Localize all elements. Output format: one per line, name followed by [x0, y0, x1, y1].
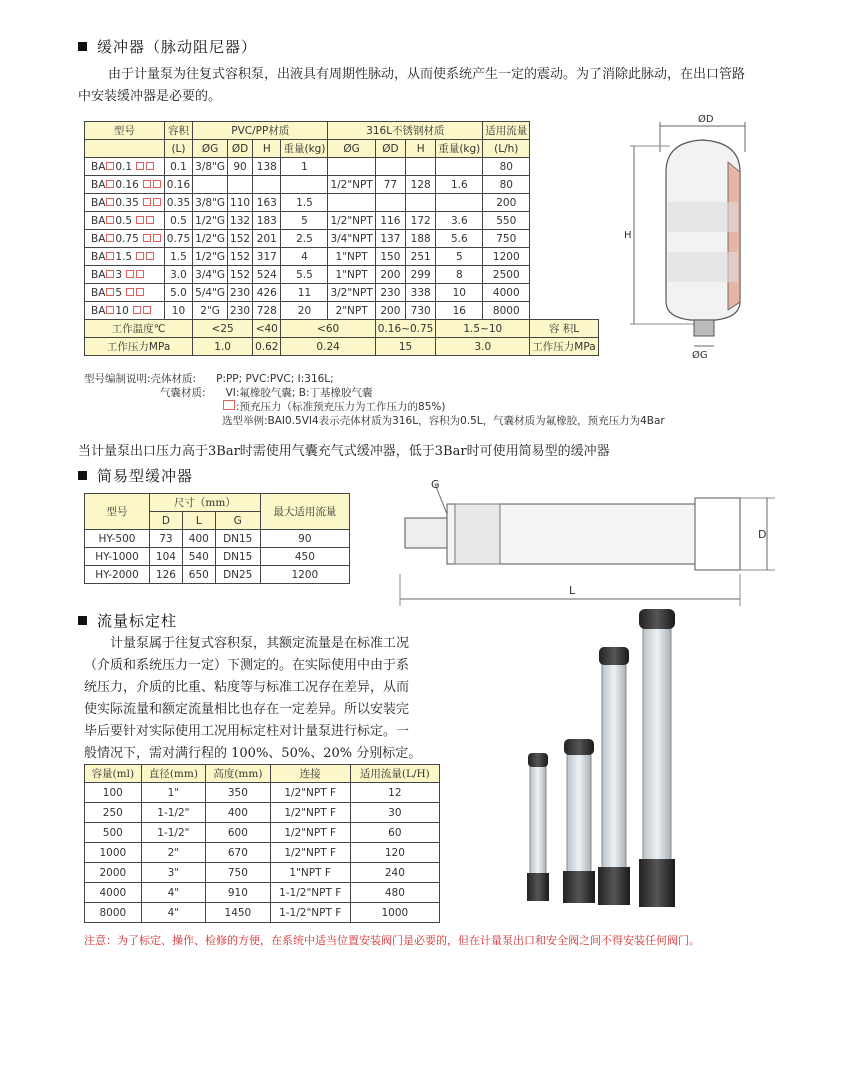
material-box-icon — [106, 252, 114, 260]
sub-header: D — [150, 512, 183, 530]
section-title-simple-buffer: 简易型缓冲器 — [78, 465, 193, 486]
material-box-icon — [106, 216, 114, 224]
table-row — [85, 883, 440, 903]
bullet-square-icon — [78, 471, 87, 480]
table-row — [85, 176, 599, 194]
table-cell — [406, 194, 436, 212]
bladder-box-icon — [126, 270, 134, 278]
table-cell: DN15 — [215, 530, 260, 548]
bladder-box-icon — [126, 288, 134, 296]
table-cell: 12 — [350, 783, 439, 803]
table-cell: 400 — [182, 530, 215, 548]
table-row — [85, 843, 440, 863]
model-size: 0.35 — [115, 196, 139, 209]
table-cell: 4000 — [85, 883, 142, 903]
model-cell — [85, 176, 165, 194]
table-cell: 500 — [85, 823, 142, 843]
table-cell: 1/2"NPT F — [270, 843, 350, 863]
table-cell: 750 — [206, 863, 271, 883]
table-cell: HY-2000 — [85, 566, 150, 584]
material-box-icon — [106, 306, 114, 314]
table-cell: 5.0 — [164, 284, 192, 302]
material-box-icon — [106, 234, 114, 242]
material-box-icon — [106, 288, 114, 296]
table-cell: 450 — [260, 548, 349, 566]
table-cell: 0.1 — [164, 158, 192, 176]
table-cell: 1200 — [483, 248, 530, 266]
simple-buffer-table — [84, 493, 350, 584]
table-cell: 116 — [375, 212, 405, 230]
bladder-box-icon — [136, 216, 144, 224]
table-cell: DN15 — [215, 548, 260, 566]
model-prefix: BA — [91, 304, 106, 317]
table-cell: 5 — [436, 248, 483, 266]
model-size: 0.16 — [115, 178, 139, 191]
note-example: 选型举例:BAI0.5VI4表示壳体材质为316L，容积为0.5L，气囊材质为氟橡胶，预充压力为4Bar — [222, 415, 665, 427]
table-cell: 2"G — [193, 302, 228, 320]
press-value: 3.0 — [436, 338, 530, 356]
table-row — [85, 248, 599, 266]
table-row — [85, 212, 599, 230]
table-cell: 1000 — [350, 903, 439, 923]
table-cell: 0.35 — [164, 194, 192, 212]
table-cell: 80 — [483, 176, 530, 194]
table-cell: 8 — [436, 266, 483, 284]
model-size: 0.1 — [115, 160, 133, 173]
col-header: 直径(mm) — [141, 765, 206, 783]
material-box-icon — [106, 162, 114, 170]
press-value: 0.24 — [281, 338, 375, 356]
table-cell — [328, 194, 375, 212]
table-cell: 1/2"NPT F — [270, 823, 350, 843]
table-cell: 2" — [141, 843, 206, 863]
model-prefix: BA — [91, 286, 106, 299]
material-box-icon — [106, 270, 114, 278]
table-cell: 100 — [85, 783, 142, 803]
sub-header: L — [182, 512, 215, 530]
sub-header: ØD — [375, 140, 405, 158]
table-cell: 3" — [141, 863, 206, 883]
table-cell: 1/2"G — [193, 248, 228, 266]
table-cell: 138 — [253, 158, 281, 176]
table-cell: 104 — [150, 548, 183, 566]
table-cell — [436, 194, 483, 212]
bladder-box-icon — [143, 234, 151, 242]
sub-header: ØG — [193, 140, 228, 158]
model-prefix: BA — [91, 196, 106, 209]
table-cell: 90 — [260, 530, 349, 548]
table-cell: 20 — [281, 302, 328, 320]
material-box-icon — [106, 198, 114, 206]
dim-G-label: ØG — [692, 350, 708, 361]
temp-value: <40 — [253, 320, 281, 338]
precharge-box-icon — [223, 400, 235, 410]
table-cell: 10 — [164, 302, 192, 320]
table-cell: 0.16 — [164, 176, 192, 194]
bladder-box-icon — [136, 252, 144, 260]
model-prefix: BA — [91, 268, 106, 281]
col-model-header: 型号 — [85, 122, 165, 140]
table-row — [85, 823, 440, 843]
table-cell: 1450 — [206, 903, 271, 923]
table-cell: 650 — [182, 566, 215, 584]
table-cell: 1"NPT — [328, 248, 375, 266]
table-row — [85, 863, 440, 883]
table-cell: 600 — [206, 823, 271, 843]
table-cell: 80 — [483, 158, 530, 176]
table-cell: 728 — [253, 302, 281, 320]
table-cell: 540 — [182, 548, 215, 566]
table-cell: 77 — [375, 176, 405, 194]
table-cell: 480 — [350, 883, 439, 903]
model-prefix: BA — [91, 232, 106, 245]
table-cell — [193, 176, 228, 194]
table-cell: 251 — [406, 248, 436, 266]
table-row — [85, 266, 599, 284]
dim-D-label: D — [758, 528, 767, 541]
table-cell: 110 — [228, 194, 253, 212]
table-cell: 1" — [141, 783, 206, 803]
table-row — [85, 194, 599, 212]
table-row — [85, 903, 440, 923]
table-cell: 4000 — [483, 284, 530, 302]
col-flow-header: 最大适用流量 — [260, 494, 349, 530]
sub-header: H — [253, 140, 281, 158]
table-row — [85, 284, 599, 302]
temp-right-label: 容 积L — [530, 320, 598, 338]
table-cell: 1-1/2"NPT F — [270, 903, 350, 923]
table-cell: 240 — [350, 863, 439, 883]
sub-header-flow-unit: (L/h) — [483, 140, 530, 158]
table-cell: 60 — [350, 823, 439, 843]
sub-header: G — [215, 512, 260, 530]
table-cell: 128 — [406, 176, 436, 194]
table-row — [85, 230, 599, 248]
sub-header: 重量(kg) — [436, 140, 483, 158]
table-cell: 230 — [228, 302, 253, 320]
table-cell: 200 — [375, 266, 405, 284]
temp-value: <25 — [193, 320, 253, 338]
table-cell: 2500 — [483, 266, 530, 284]
temp-label: 工作温度℃ — [85, 320, 193, 338]
table-cell: 730 — [406, 302, 436, 320]
model-cell — [85, 248, 165, 266]
table-cell: 3/4"G — [193, 266, 228, 284]
dim-G-label: G — [431, 478, 440, 491]
table-cell: 317 — [253, 248, 281, 266]
table-cell: 550 — [483, 212, 530, 230]
col-header: 容量(ml) — [85, 765, 142, 783]
model-cell — [85, 266, 165, 284]
precharge-box-icon — [146, 162, 154, 170]
model-prefix: BA — [91, 250, 106, 263]
dim-H-label: H — [624, 230, 632, 241]
col-header: 高度(mm) — [206, 765, 271, 783]
table-cell: 4" — [141, 903, 206, 923]
table-cell: 1.6 — [436, 176, 483, 194]
table-cell: 670 — [206, 843, 271, 863]
calibration-column-table — [84, 764, 440, 923]
model-size: 1.5 — [115, 250, 133, 263]
model-cell — [85, 284, 165, 302]
note-value: VI:氟橡胶气囊; B:丁基橡胶气囊 — [225, 387, 373, 399]
table-cell: 137 — [375, 230, 405, 248]
col-volume-header: 容积 — [164, 122, 192, 140]
table-cell: 152 — [228, 266, 253, 284]
table-cell: 350 — [206, 783, 271, 803]
buffer-spec-table — [84, 121, 599, 356]
table-cell — [228, 176, 253, 194]
table-cell: 172 — [406, 212, 436, 230]
note-label: 型号编制说明:壳体材质: — [84, 373, 197, 385]
table-cell: 3.0 — [164, 266, 192, 284]
col-header: 连接 — [270, 765, 350, 783]
model-cell — [85, 194, 165, 212]
table-cell: 2000 — [85, 863, 142, 883]
table-cell: 3/4"NPT — [328, 230, 375, 248]
table-cell: 2"NPT — [328, 302, 375, 320]
model-size: 0.75 — [115, 232, 139, 245]
table-cell: 90 — [228, 158, 253, 176]
col-ss-header: 316L不锈钢材质 — [328, 122, 483, 140]
precharge-box-icon — [153, 180, 161, 188]
table-cell: 1/2"G — [193, 230, 228, 248]
table-cell: 750 — [483, 230, 530, 248]
simple-buffer-drawing — [395, 474, 780, 609]
bullet-square-icon — [78, 42, 87, 51]
table-cell — [375, 194, 405, 212]
model-size: 0.5 — [115, 214, 133, 227]
table-cell: 524 — [253, 266, 281, 284]
note-value: P:PP; PVC:PVC; I:316L; — [216, 373, 334, 385]
table-cell: HY-500 — [85, 530, 150, 548]
table-cell: 1200 — [260, 566, 349, 584]
table-cell: HY-1000 — [85, 548, 150, 566]
table-cell: 3.6 — [436, 212, 483, 230]
table-cell: 1"NPT F — [270, 863, 350, 883]
bladder-box-icon — [133, 306, 141, 314]
col-header: 适用流量(L/H) — [350, 765, 439, 783]
table-cell: 1.5 — [164, 248, 192, 266]
model-cell — [85, 230, 165, 248]
section-title-buffer: 缓冲器（脉动阻尼器） — [78, 36, 257, 57]
sub-header: ØG — [328, 140, 375, 158]
table-cell — [253, 176, 281, 194]
model-notes — [84, 372, 684, 428]
table-cell: 8000 — [483, 302, 530, 320]
sub-header-vol-unit: (L) — [164, 140, 192, 158]
press-value: 0.62 — [253, 338, 281, 356]
table-cell: 150 — [375, 248, 405, 266]
press-value: 15 — [375, 338, 436, 356]
table-cell: 16 — [436, 302, 483, 320]
table-cell: 230 — [228, 284, 253, 302]
table-cell — [375, 158, 405, 176]
sub-header: ØD — [228, 140, 253, 158]
table-cell: 1/2"NPT — [328, 212, 375, 230]
table-cell: DN25 — [215, 566, 260, 584]
bladder-box-icon — [143, 198, 151, 206]
table-cell — [281, 176, 328, 194]
table-cell: 3/2"NPT — [328, 284, 375, 302]
col-size-header: 尺寸（mm） — [150, 494, 261, 512]
table-cell: 200 — [375, 302, 405, 320]
table-cell: 426 — [253, 284, 281, 302]
table-row — [85, 530, 350, 548]
precharge-box-icon — [146, 252, 154, 260]
table-cell: 10 — [436, 284, 483, 302]
table-cell: 5 — [281, 212, 328, 230]
col-flow-header: 适用流量 — [483, 122, 530, 140]
calibration-columns-image — [515, 605, 705, 910]
table-row — [85, 158, 599, 176]
press-right-label: 工作压力MPa — [530, 338, 598, 356]
table-cell: 1/2"G — [193, 212, 228, 230]
press-value: 1.0 — [193, 338, 253, 356]
temp-value: 1.5~10 — [436, 320, 530, 338]
precharge-box-icon — [143, 306, 151, 314]
sub-header: H — [406, 140, 436, 158]
intro-paragraph: 由于计量泵为往复式容积泵，出液具有周期性脉动，从而使系统产生一定的震动。为了消除此脉动，在出口管路 中安装缓冲器是必要的。 — [78, 67, 746, 104]
sub-header: 重量(kg) — [281, 140, 328, 158]
model-size: 5 — [115, 286, 123, 299]
precharge-box-icon — [136, 288, 144, 296]
temp-value: <60 — [281, 320, 375, 338]
model-prefix: BA — [91, 214, 106, 227]
precharge-box-icon — [153, 234, 161, 242]
footer-warning: 注意：为了标定、操作、检修的方便，在系统中适当位置安装阀门是必要的，但在计量泵出口和安全阀之间不得安装任何阀门。 — [84, 934, 700, 947]
table-cell: 201 — [253, 230, 281, 248]
table-cell: 1 — [281, 158, 328, 176]
dim-L-label: L — [569, 584, 576, 597]
table-cell: 1-1/2"NPT F — [270, 883, 350, 903]
press-label: 工作压力MPa — [85, 338, 193, 356]
table-cell: 400 — [206, 803, 271, 823]
table-cell: 1/2"NPT F — [270, 803, 350, 823]
table-cell: 230 — [375, 284, 405, 302]
model-prefix: BA — [91, 178, 106, 191]
table-cell: 1/2"NPT F — [270, 783, 350, 803]
table-cell: 11 — [281, 284, 328, 302]
precharge-box-icon — [146, 216, 154, 224]
table-row — [85, 566, 350, 584]
table-cell: 1-1/2" — [141, 823, 206, 843]
table-cell: 3/8"G — [193, 194, 228, 212]
material-box-icon — [106, 180, 114, 188]
table-cell: 1"NPT — [328, 266, 375, 284]
col-pvc-header: PVC/PP材质 — [193, 122, 328, 140]
table-cell: 5.6 — [436, 230, 483, 248]
table-cell: 73 — [150, 530, 183, 548]
table-cell: 3/8"G — [193, 158, 228, 176]
table-cell: 5/4"G — [193, 284, 228, 302]
calibration-paragraph: 计量泵属于往复式容积泵，其额定流量是在标准工况 （介质和系统压力一定）下测定的。在实际使用中由于系 统压力，介质的比重、粘度等与标准工况存在差异，从而 使实际流量和额定流量相比也存在一定差异。所以安装完 毕后要针对实际使用工况用标定柱对计量泵进行标定。一 般情况下，需对满行程的 100%、50%、20% 分别标定。 — [84, 636, 422, 761]
table-cell: 299 — [406, 266, 436, 284]
col-model-header: 型号 — [85, 494, 150, 530]
dim-D-label: ØD — [698, 114, 714, 125]
table-cell: 152 — [228, 230, 253, 248]
table-cell: 152 — [228, 248, 253, 266]
model-cell — [85, 302, 165, 320]
note-value: :预充压力（标准预充压力为工作压力的85%) — [236, 401, 446, 413]
table-cell: 0.75 — [164, 230, 192, 248]
table-cell — [436, 158, 483, 176]
table-cell: 5.5 — [281, 266, 328, 284]
table-cell: 4 — [281, 248, 328, 266]
model-prefix: BA — [91, 160, 106, 173]
note-label: 气囊材质: — [160, 387, 206, 399]
table-cell: 126 — [150, 566, 183, 584]
table-cell: 4" — [141, 883, 206, 903]
table-cell: 163 — [253, 194, 281, 212]
table-row — [85, 783, 440, 803]
table-cell: 132 — [228, 212, 253, 230]
table-row — [85, 548, 350, 566]
table-row — [85, 803, 440, 823]
table-row — [85, 302, 599, 320]
bladder-box-icon — [136, 162, 144, 170]
table-cell: 30 — [350, 803, 439, 823]
sub-header-empty — [85, 140, 165, 158]
model-cell — [85, 158, 165, 176]
model-size: 10 — [115, 304, 129, 317]
table-cell: 338 — [406, 284, 436, 302]
table-cell: 1-1/2" — [141, 803, 206, 823]
accumulator-drawing — [620, 112, 770, 362]
table-cell: 183 — [253, 212, 281, 230]
temp-value: 0.16~0.75 — [375, 320, 436, 338]
model-cell — [85, 212, 165, 230]
precharge-box-icon — [153, 198, 161, 206]
table-cell: 1000 — [85, 843, 142, 863]
table-cell: 2.5 — [281, 230, 328, 248]
table-cell: 120 — [350, 843, 439, 863]
table-cell: 1.5 — [281, 194, 328, 212]
model-size: 3 — [115, 268, 123, 281]
table-cell: 0.5 — [164, 212, 192, 230]
bladder-box-icon — [143, 180, 151, 188]
pressure-guideline: 当计量泵出口压力高于3Bar时需使用气囊充气式缓冲器，低于3Bar时可使用简易型的缓冲器 — [78, 444, 610, 459]
table-cell: 1/2"NPT — [328, 176, 375, 194]
table-cell — [406, 158, 436, 176]
table-cell: 250 — [85, 803, 142, 823]
table-cell — [328, 158, 375, 176]
precharge-box-icon — [136, 270, 144, 278]
table-cell: 188 — [406, 230, 436, 248]
table-cell: 8000 — [85, 903, 142, 923]
table-cell: 910 — [206, 883, 271, 903]
bullet-square-icon — [78, 616, 87, 625]
section-title-calibration-column: 流量标定柱 — [78, 610, 177, 631]
table-cell: 200 — [483, 194, 530, 212]
